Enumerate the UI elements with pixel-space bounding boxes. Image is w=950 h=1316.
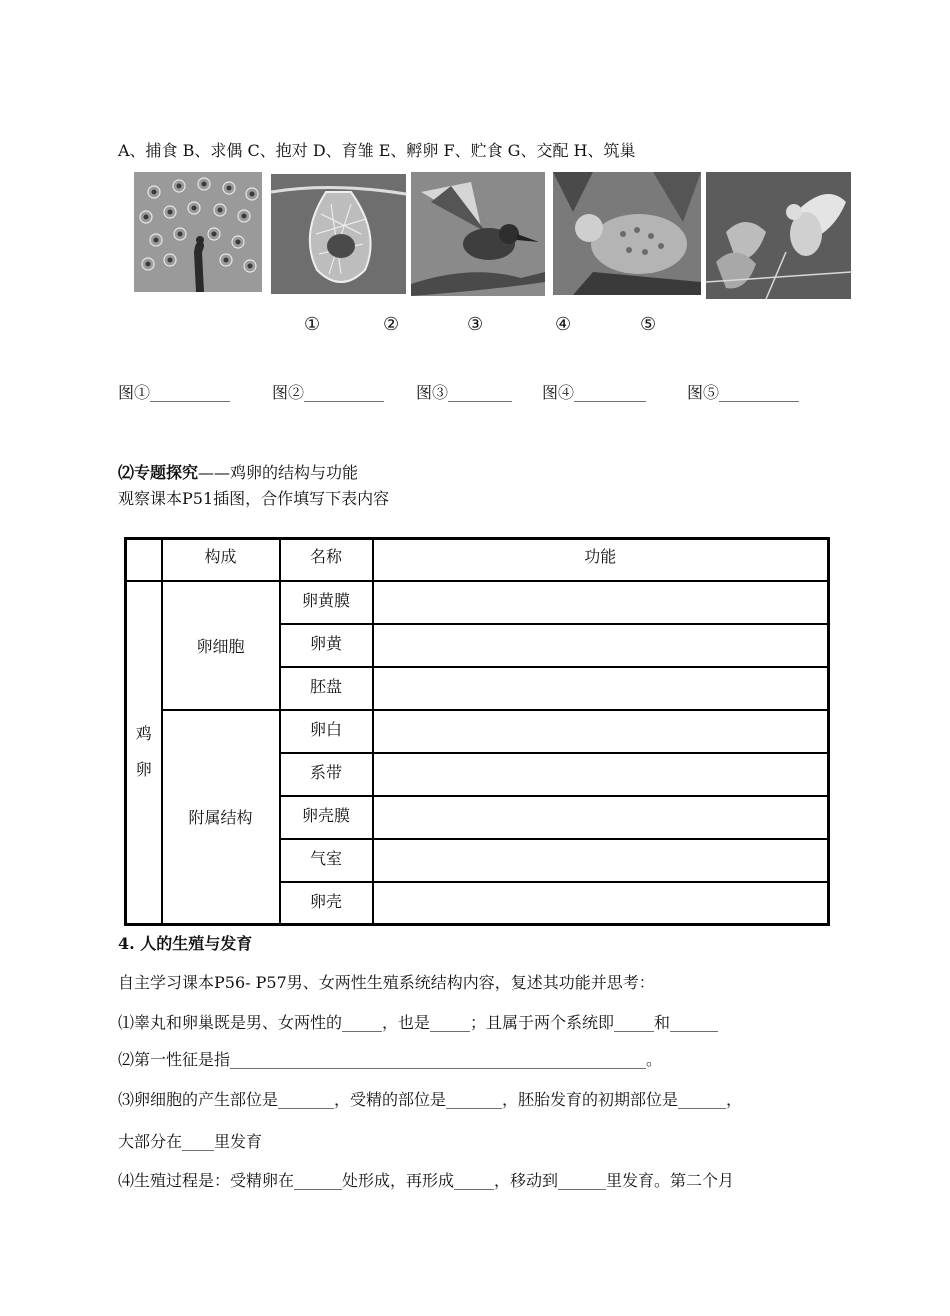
function-input-cell[interactable] (373, 624, 829, 667)
photo-number-2: ② (383, 314, 400, 335)
accessory-structure-group: 附属结构 (162, 710, 280, 925)
photo-number-5: ⑤ (640, 314, 657, 335)
function-input-cell[interactable] (373, 753, 829, 796)
photo-number-4: ④ (555, 314, 572, 335)
function-input-cell[interactable] (373, 882, 829, 925)
question-3[interactable]: ⑶卵细胞的产生部位是_______，受精的部位是_______，胚胎发育的初期部位是______， (118, 1090, 743, 1109)
photo-number-1: ① (304, 314, 321, 335)
section2-prefix: ⑵专题探究 (118, 463, 199, 482)
function-input-cell[interactable] (373, 581, 829, 624)
fig-label-5[interactable]: 图⑤__________ (687, 383, 800, 402)
name-cell: 卵黄膜 (280, 581, 373, 624)
section2-heading (118, 460, 358, 483)
dove-incubating-photo (553, 172, 701, 295)
name-cell: 卵壳 (280, 882, 373, 925)
function-input-cell[interactable] (373, 796, 829, 839)
study-instruction: 自主学习课本P56- P57男、女两性生殖系统结构内容，复述其功能并思考： (118, 973, 655, 992)
name-cell: 气室 (280, 839, 373, 882)
egg-label-char-2: 卵 (135, 760, 152, 780)
question-1[interactable]: ⑴睾丸和卵巢既是男、女两性的_____，也是_____；且属于两个系统即_____和______ (118, 1013, 719, 1032)
photo-number-3: ③ (467, 314, 484, 335)
function-input-cell[interactable] (373, 710, 829, 753)
header-name: 名称 (280, 539, 373, 581)
fig-label-1[interactable]: 图①__________ (118, 383, 231, 402)
weaver-nest-photo (271, 174, 406, 294)
egg-cell-group: 卵细胞 (162, 581, 280, 710)
peacock-courtship-photo (134, 172, 262, 292)
question-4[interactable]: ⑷生殖过程是：受精卵在______处形成，再形成_____，移动到______里发育。第二个月 (118, 1171, 735, 1190)
options-line: A、捕食 B、求偶 C、抱对 D、育雏 E、孵卵 F、贮食 G、交配 H、筑巢 (118, 141, 636, 160)
name-cell: 系带 (280, 753, 373, 796)
name-cell: 卵壳膜 (280, 796, 373, 839)
section2-suffix: ——鸡卵的结构与功能 (198, 463, 359, 482)
egg-structure-table (124, 537, 830, 926)
bird-feeding-chicks-photo (706, 172, 851, 299)
egg-label-char-1: 鸡 (135, 724, 152, 744)
fig-label-4[interactable]: 图④_________ (542, 383, 647, 402)
kingfisher-fish-photo (411, 172, 545, 296)
egg-label-cell (126, 581, 162, 925)
fig-label-3[interactable]: 图③________ (416, 383, 513, 402)
name-cell: 卵黄 (280, 624, 373, 667)
name-cell: 卵白 (280, 710, 373, 753)
fig-label-2[interactable]: 图②__________ (272, 383, 385, 402)
question-3-continued[interactable]: 大部分在____里发育 (118, 1132, 263, 1151)
name-cell: 胚盘 (280, 667, 373, 710)
section4-heading: 4. 人的生殖与发育 (118, 934, 253, 953)
function-input-cell[interactable] (373, 667, 829, 710)
function-input-cell[interactable] (373, 839, 829, 882)
table-corner-cell (126, 539, 162, 581)
header-composition: 构成 (162, 539, 280, 581)
question-2[interactable]: ⑵第一性征是指____________________________________________________。 (118, 1050, 663, 1069)
header-function: 功能 (373, 539, 829, 581)
observe-instruction: 观察课本P51插图，合作填写下表内容 (118, 489, 390, 508)
